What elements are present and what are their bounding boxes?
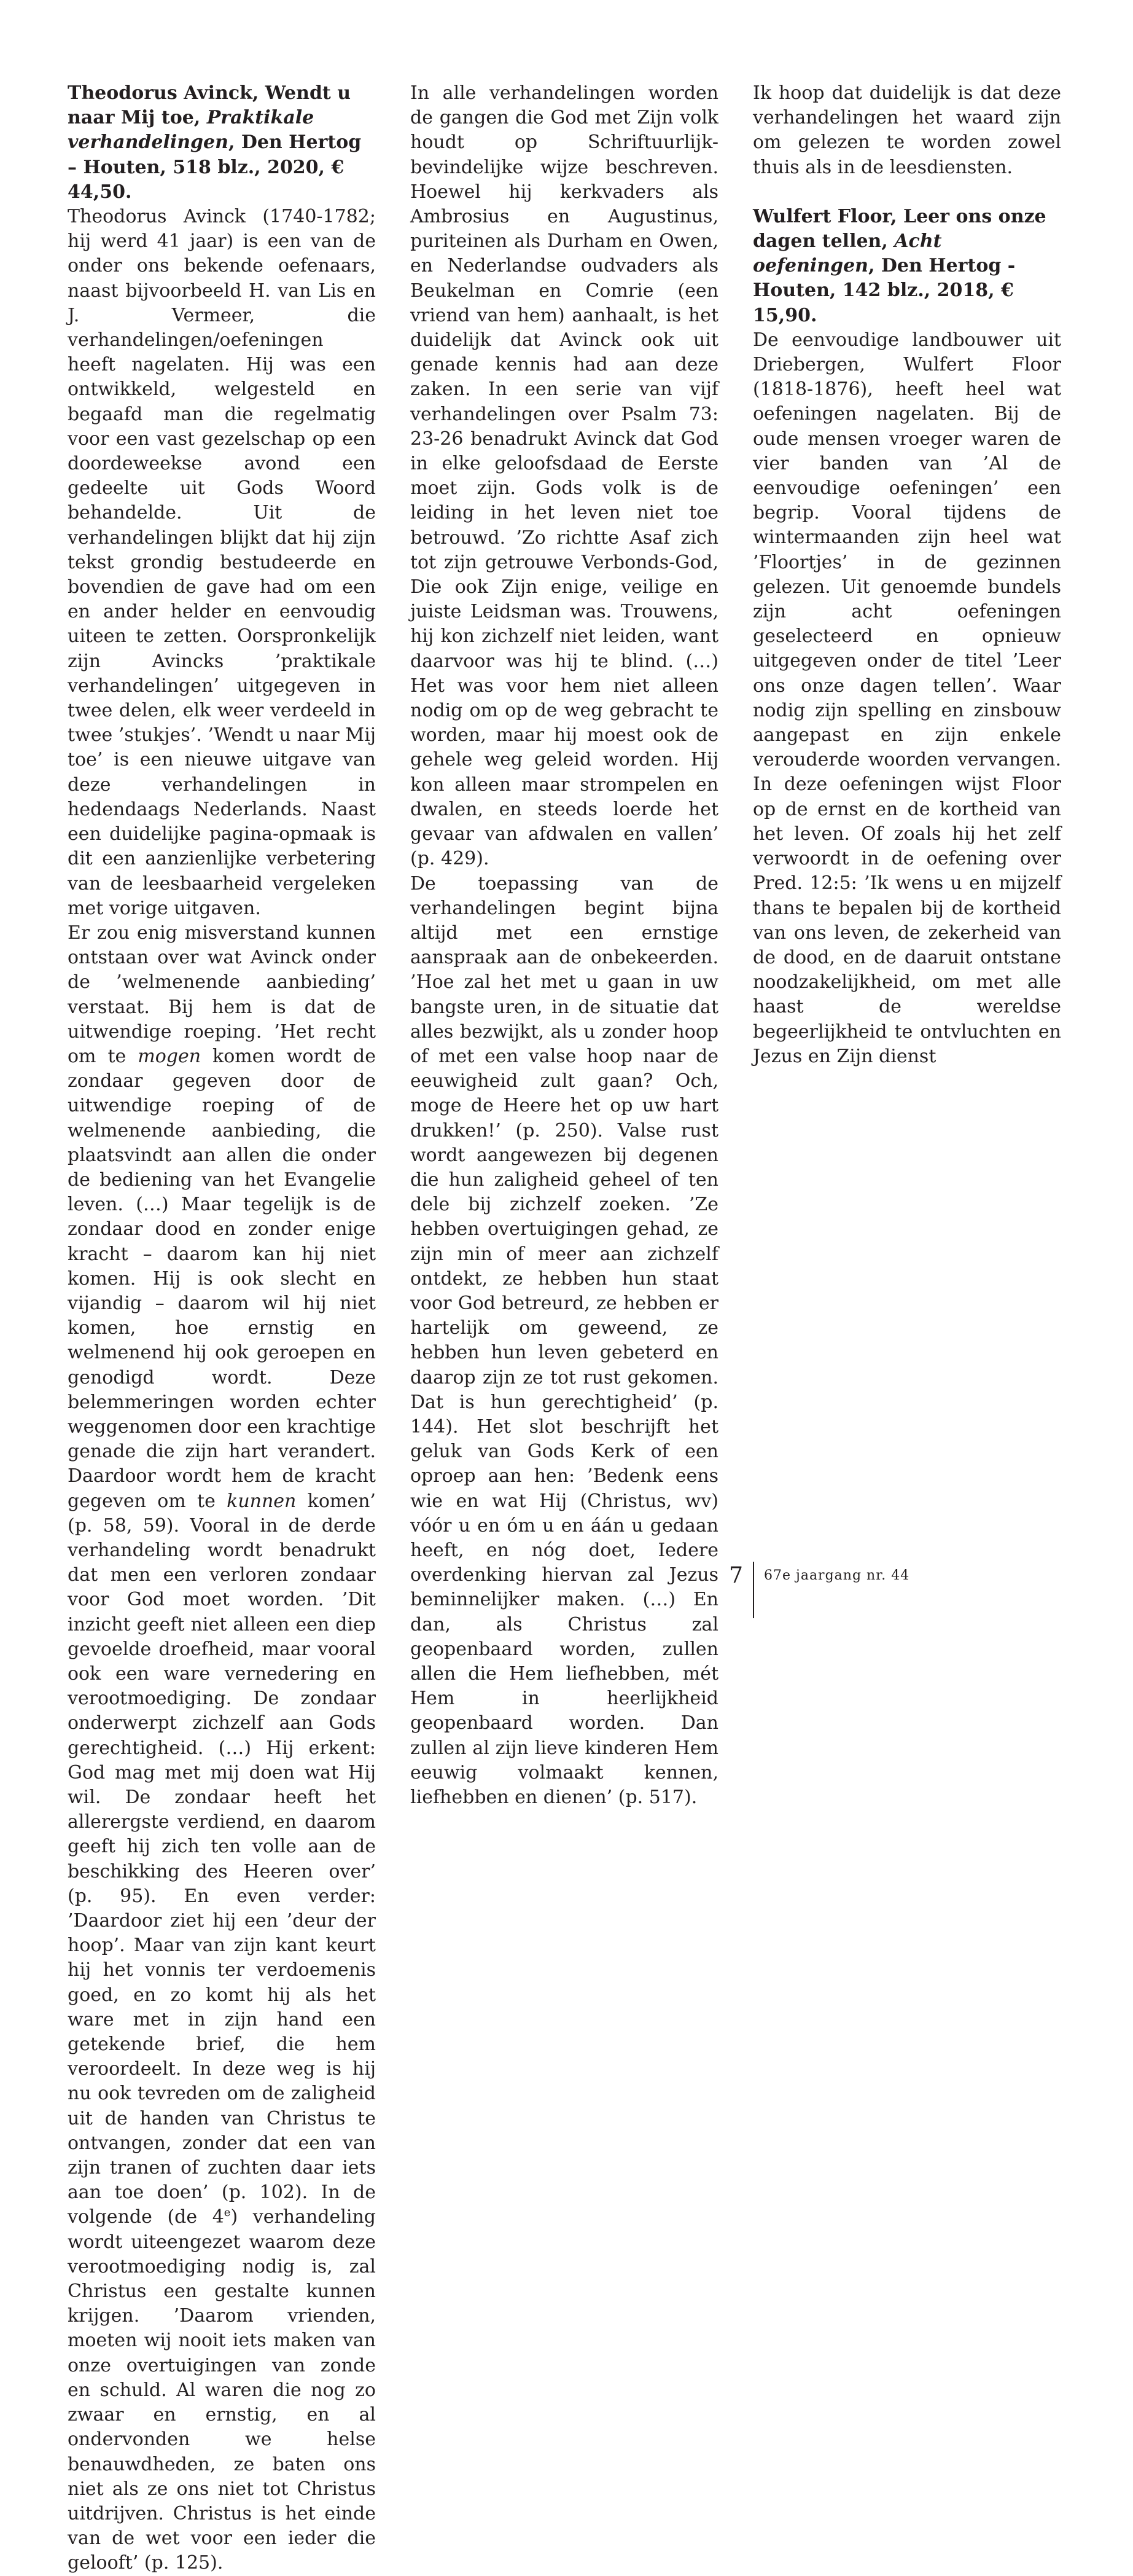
superscript: e xyxy=(224,2206,231,2220)
column-1 xyxy=(68,81,376,2576)
heading-text: Wulfert Floor, Leer ons onze dagen tellen, xyxy=(753,205,1046,253)
column-3 xyxy=(753,81,1061,1069)
italic-word: mogen xyxy=(138,1045,201,1067)
review-1-paragraph-3: In alle verhandelingen worden de gangen die God met Zijn volk houdt op Schriftuurlijk-bevindelijke wijze beschreven. Hoewel hij kerkvaders als Ambrosius en Augustinus, puriteinen als Durham en Owen, en Nederlandse oudvaders als Beukelman en Comrie (een vriend van hem) aanhaalt, is het duidelijk dat Avinck ook uit genade kennis had aan deze zaken. In een serie van vijf verhandelingen over Psalm 73: 23-26 benadrukt Avinck dat God in elke geloofsdaad de Eerste moet zijn. Gods volk is de leiding in het leven niet toe betrouwd. ’Zo richtte Asaf zich tot zijn getrouwe Verbonds-God, Die ook Zijn enige, veilige en juiste Leidsman was. Trouwens, hij kon zichzelf niet leiden, want daarvoor was hij te blind. (…) Het was voor hem niet alleen nodig om op de weg gebracht te worden, maar hij moest ook de gehele weg geleid worden. Hij kon alleen maar strompelen en dwalen, en steeds loerde het gevaar van afdwalen en vallen’ (p. 429). xyxy=(410,82,718,870)
page-number: 7 xyxy=(729,1563,743,1588)
review-1-paragraph-1: Theodorus Avinck (1740-1782; hij werd 41 jaar) is een van de onder ons bekende oefenaars, naast bijvoorbeeld H. van Lis en J. Vermeer, die verhandelingen/oefeningen heeft nagelaten. Hij was een ontwikkeld, welgesteld en begaafd man die regelmatig voor een vast gezelschap op een doordeweekse avond een gedeelte uit Gods Woord behandelde. Uit de verhandelingen blijkt dat hij zijn tekst grondig bestudeerde en bovendien de gave had om een en ander helder en eenvoudig uiteen te zetten. Oorspronkelijk zijn Avincks ’praktikale verhandelingen’ uitgegeven in twee delen, elk weer verdeeld in twee ’stukjes’. ’Wendt u naar Mij toe’ is een nieuwe uitgave van deze verhandelingen in hedendaags Nederlands. Naast een duidelijke pagina-opmaak is dit een aanzienlijke verbetering van de leesbaarheid vergeleken met vorige uitgaven. xyxy=(68,206,376,919)
heading-details: , Den Hertog – Houten, 518 blz., 2020, € 44,50. xyxy=(68,131,362,203)
text-segment: ) verhandeling wordt uiteengezet waarom deze verootmoediging nodig is, zal Christus een gestalte kunnen krijgen. ’Daarom vrienden, moeten wij nooit iets maken van onze overtuigingen van zonde en schuld. Al waren die nog zo zwaar en ernstig, en al ondervonden we helse benauwdheden, ze baten ons niet als ze ons niet tot Christus uitdrijven. Christus is het einde van de wet voor een ieder die gelooft’ (p. 125). xyxy=(68,2206,376,2574)
review-1-paragraph-5: Ik hoop dat duidelijk is dat deze verhandelingen het waard zijn om gelezen te worden zowel thuis als in de leesdiensten. xyxy=(753,82,1061,178)
heading-details: , Den Hertog - Houten, 142 blz., 2018, € 15,90. xyxy=(753,255,1016,326)
book-subtitle: Acht oefeningen xyxy=(753,230,942,277)
page-footer xyxy=(0,1560,1133,1597)
column-2 xyxy=(410,81,718,1810)
book-subtitle: Praktikale verhandelingen xyxy=(68,107,314,154)
text-segment: komen’ (p. 58, 59). Vooral in de derde verhandeling wordt benadrukt dat men een verloren zondaar voor God moet worden. ’Dit inzicht geeft niet alleen een diep gevoelde droefheid, maar vooral ook een ware vernedering en verootmoediging. De zondaar onderwerpt zichzelf aan Gods gerechtigheid. (…) Hij erkent: God mag met mij doen wat Hij wil. De zondaar heeft het allerergste verdiend, en daarom geeft hij zich ten volle aan de beschikking des Heeren over’ (p. 95). En even verder: ’Daardoor ziet hij een ’deur der hoop’. Maar van zijn kant keurt hij het vonnis ter verdoemenis goed, en zo komt hij als het ware met in zijn hand een getekende brief, die hem veroordeelt. In deze weg is hij nu ook tevreden om de zaligheid uit de handen van Christus te ontvangen, zonder dat een van zijn tranen of zuchten daar iets aan toe doen’ (p. 102). In de volgende (de 4 xyxy=(68,1490,376,2228)
text-segment: Er zou enig misverstand kunnen ontstaan over wat Avinck onder de ’welmenende aanbieding’ verstaat. Bij hem is dat de uitwendige roeping. ’Het recht om te xyxy=(68,922,376,1067)
text-segment: komen wordt de zondaar gegeven door de uitwendige roeping of de welmenende aanbieding, die plaatsvindt aan allen die onder de bediening van het Evangelie leven. (…) Maar tegelijk is de zondaar dood en zonder enige kracht – daarom kan hij niet komen. Hij is ook slecht en vijandig – daarom wil hij niet komen, hoe ernstig en welmenend hij ook geroepen en genodigd wordt. Deze belemmeringen worden echter weggenomen door een krachtige genade die zijn hart verandert. Daardoor wordt hem de kracht gegeven om te xyxy=(68,1045,376,1512)
review-2-heading xyxy=(753,205,1061,328)
footer-divider xyxy=(753,1562,754,1618)
italic-word: kunnen xyxy=(227,1490,297,1512)
review-2-paragraph-1: De eenvoudige landbouwer uit Driebergen, Wulfert Floor (1818-1876), heeft heel wat oefeningen nagelaten. Bij de oude mensen vroeger waren de vier banden van ’Al de eenvoudige oefeningen’ een begrip. Vooral tijdens de wintermaanden zijn heel wat ’Floortjes’ in de gezinnen gelezen. Uit genoemde bundels zijn acht oefeningen geselecteerd en opnieuw uitgegeven onder de titel ’Leer ons onze dagen tellen’. Waar nodig zijn spelling en zinsbouw aangepast en zijn enkele verouderde woorden vervangen. In deze oefeningen wijst Floor op de ernst en de kortheid van het leven. Of zoals hij het zelf verwoordt in de oefening over Pred. 12:5: ’Ik wens u en mijzelf thans te bepalen bij de kortheid van ons leven, de zekerheid van de dood, en de daaruit ontstane noodzakelijkheid, om met alle haast de wereldse begeerlijkheid te ontvluchten en Jezus en Zijn dienst xyxy=(753,329,1061,1067)
journal-info: 67e jaargang nr. 44 xyxy=(764,1568,910,1583)
heading-text: Theodorus Avinck, Wendt u naar Mij toe, xyxy=(68,82,351,129)
review-1-paragraph-4: De toepassing van de verhandelingen begint bijna altijd met een ernstige aanspraak aan de onbekeerden. ’Hoe zal het met u gaan in uw bangste uren, in de situatie dat alles bezwijkt, als u zonder hoop of met een valse hoop naar de eeuwigheid zult gaan? Och, moge de Heere het op uw hart drukken!’ (p. 250). Valse rust wordt aangewezen bij degenen die hun zaligheid geheel of ten dele bij zichzelf zoeken. ’Ze hebben overtuigingen gehad, ze zijn min of meer aan zichzelf ontdekt, ze hebben hun staat voor God betreurd, ze hebben er hartelijk om geweend, ze hebben hun leven gebeterd en daarop zijn ze tot rust gekomen. Dat is hun gerechtigheid’ (p. 144). Het slot beschrijft het geluk van Gods Kerk of een oproep aan hen: ’Bedenk eens wie en wat Hij (Christus, wv) vóór u en óm u en áán u gedaan heeft, en nóg doet, Iedere overdenking hiervan zal Jezus beminnelijker maken. (…) En dan, als Christus zal geopenbaard worden, zullen allen die Hem liefhebben, mét Hem in heerlijkheid geopenbaard worden. Dan zullen al zijn lieve kinderen Hem eeuwig volmaakt kennen, liefhebben en dienen’ (p. 517). xyxy=(410,872,718,1809)
review-1-heading xyxy=(68,81,376,205)
review-1-paragraph-2 xyxy=(68,921,376,2576)
